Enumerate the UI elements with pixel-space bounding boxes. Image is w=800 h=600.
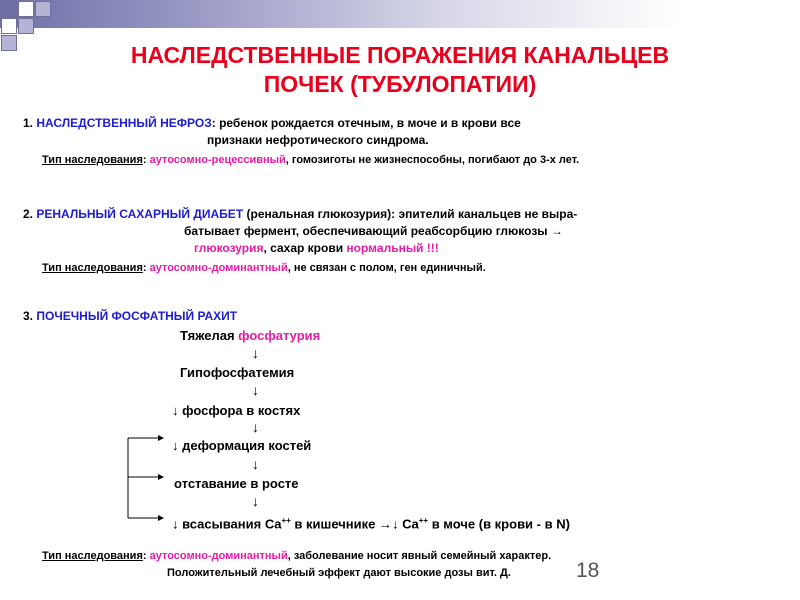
down-arrow-icon: ↓ — [252, 345, 259, 361]
chain-step-phosphaturia: Тяжелая фосфатурия — [180, 328, 321, 343]
chain-step-hypophosphatemia: Гипофосфатемия — [180, 365, 295, 380]
section1-desc2: признаки нефротического синдрома. — [207, 133, 429, 147]
section3-name: ПОЧЕЧНЫЙ ФОСФАТНЫЙ РАХИТ — [36, 309, 238, 323]
down-arrow-icon: ↓ — [252, 456, 259, 472]
section1-inheritance: Тип наследования: аутосомно-рецессивный, гомозиготы не жизнеспособны, погибают до 3-х лет. — [42, 154, 580, 166]
chain-step-calcium-absorption: ↓ всасывания Ca++ в кишечнике →↓ Ca++ в моче (в крови - в N) — [172, 516, 570, 532]
section2-inheritance-type: аутосомно-доминантный — [149, 262, 288, 274]
chain-step-bone-deformation: ↓ деформация костей — [172, 438, 312, 453]
down-arrow-icon: ↓ — [252, 382, 259, 398]
section2-desc3: глюкозурия, сахар крови нормальный !!! — [194, 241, 439, 255]
section3-heading: 3. ПОЧЕЧНЫЙ ФОСФАТНЫЙ РАХИТ — [23, 309, 238, 323]
section1-inheritance-type: аутосомно-рецессивный — [149, 154, 286, 166]
section2-heading: 2. РЕНАЛЬНЫЙ САХАРНЫЙ ДИАБЕТ (ренальная глюкозурия): эпителий канальцев не выра- — [23, 207, 578, 221]
page-title-line1: НАСЛЕДСТВЕННЫЕ ПОРАЖЕНИЯ КАНАЛЬЦЕВ — [130, 42, 670, 68]
section1-name: НАСЛЕДСТВЕННЫЙ НЕФРОЗ — [36, 116, 212, 130]
section3-inheritance-type: аутосомно-доминантный — [149, 550, 288, 562]
section3-inheritance: Тип наследования: аутосомно-доминантный, заболевание носит явный семейный характер. — [42, 550, 552, 562]
down-arrow-icon: ↓ — [252, 419, 259, 435]
chain-step-bone-phosphorus: ↓ фосфора в костях — [172, 403, 301, 418]
down-arrow-icon: ↓ — [252, 493, 259, 509]
page-number: 18 — [576, 559, 600, 582]
page-title-line2: ПОЧЕК (ТУБУЛОПАТИИ) — [263, 71, 537, 97]
section2-desc2: батывает фермент, обеспечивающий реабсорбцию глюкозы → — [184, 224, 563, 238]
section1-heading: 1. НАСЛЕДСТВЕННЫЙ НЕФРОЗ: ребенок рождается отечным, в моче и в крови все — [23, 116, 521, 130]
section3-note: Положительный лечебный эффект дают высокие дозы вит. Д. — [167, 567, 511, 579]
chain-step-growth-delay: отставание в росте — [174, 476, 299, 491]
section2-inheritance: Тип наследования: аутосомно-доминантный, не связан с полом, ген единичный. — [42, 262, 486, 274]
section2-name: РЕНАЛЬНЫЙ САХАРНЫЙ ДИАБЕТ — [36, 207, 244, 221]
